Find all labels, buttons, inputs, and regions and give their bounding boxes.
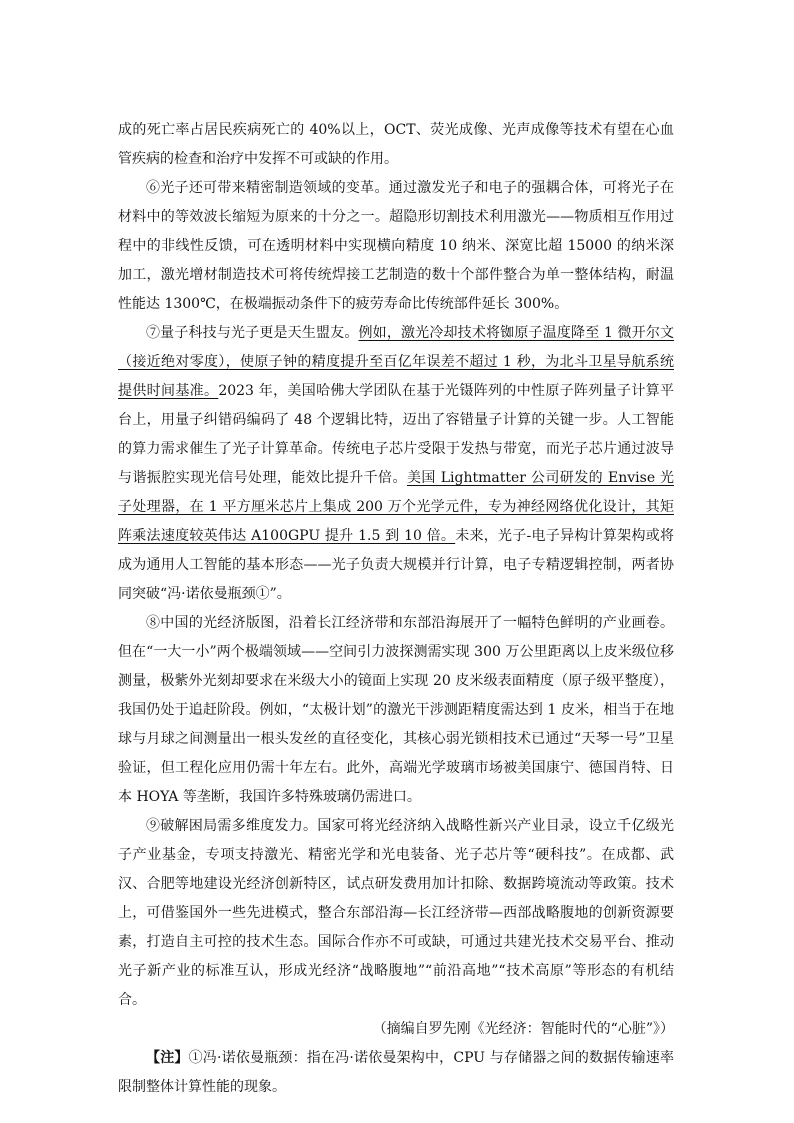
footnote-tag: 【注】: [146, 1050, 189, 1066]
paragraph-9: ⑨破解困局需多维度发力。国家可将光经济纳入战略性新兴产业目录，设立千亿级光子产业基金，专项支持激光、精密光学和光电装备、光子芯片等“硬科技”。在成都、武汉、合肥等地建设光经济创新特区，试点研发费用加计扣除、数据跨境流动等政策。技术上，可借鉴国外一些先进模式，整合东部沿海—长江经济带—西部战略腹地的创新资源要素，打造自主可控的技术生态。国际合作亦不可或缺，可通过共建光技术交易平台、推动光子新产业的标准互认，形成光经济“战略腹地”“前沿高地”“技术高原”等形态的有机结合。: [118, 818, 674, 1008]
paragraph-continued: 成的死亡率占居民疾病死亡的 40%以上，OCT、荧光成像、光声成像等技术有望在心血管疾病的检查和治疗中发挥不可或缺的作用。: [118, 122, 674, 167]
paragraph-7: [118, 319, 674, 609]
paragraph-7-underlined-a: 例如，激光冷却技术将铷原子温度降至 1 微开尔文（接近绝对零度），使原子钟的精度提升至百亿年误差不超过 1 秒，为北斗卫星导航系统提供时间基准。: [118, 325, 675, 399]
article-body: [118, 116, 674, 1102]
footnote-text: ①冯·诺依曼瓶颈：指在冯·诺依曼架构中，CPU 与存储器之间的数据传输速率限制整体计算性能的现象。: [118, 1050, 675, 1095]
paragraph-7-text-c: 未来，光子-电子异构计算架构或将成为通用人工智能的基本形态——光子负责大规模并行计算，电子专精逻辑控制，两者协同突破“冯·诺依曼瓶颈①”。: [118, 528, 674, 602]
paragraph-6: ⑥光子还可带来精密制造领域的变革。通过激发光子和电子的强耦合体，可将光子在材料中的等效波长缩短为原来的十分之一。超隐形切割技术利用激光——物质相互作用过程中的非线性反馈，可在透明材料中实现横向精度 10 纳米、深宽比超 15000 的纳米深加工，激光增材制造技术可将传统焊接工艺制造的数十个部件整合为单一整体结构，耐温性能达 1300℃，在极端振动条件下的疲劳寿命比传统部件延长 300%。: [118, 180, 674, 312]
paragraph-7-underlined-b: 美国 Lightmatter 公司研发的 Envise 光子处理器，在 1 平方厘米芯片上集成 200 万个光学元件，专为神经网络优化设计，其矩阵乘法速度较英伟达 A100GPU 提升 1.5 到 10 倍。: [118, 470, 675, 544]
paragraph-7-text-b: 2023 年，美国哈佛大学团队在基于光镊阵列的中性原子阵列量子计算平台上，用量子纠错码编码了 48 个逻辑比特，迈出了容错量子计算的关键一步。人工智能的算力需求催生了光子计算革命。传统电子芯片受限于发热与带宽，而光子芯片通过波导与谐振腔实现光信号处理，能效比提升千倍。: [118, 383, 675, 486]
paragraph-8: ⑧中国的光经济版图，沿着长江经济带和东部沿海展开了一幅特色鲜明的产业画卷。但在“一大一小”两个极端领域——空间引力波探测需实现 300 万公里距离以上皮米级位移测量，极紫外光刻却要求在米级大小的镜面上实现 20 皮米级表面精度（原子级平整度），我国仍处于追赶阶段。例如，“太极计划”的激光干涉测距精度需达到 1 皮米，相当于在地球与月球之间测量出一根头发丝的直径变化，其核心弱光锁相技术已通过“天琴一号”卫星验证，但工程化应用仍需十年左右。此外，高端光学玻璃市场被美国康宁、德国肖特、日本 HOYA 等垄断，我国许多特殊玻璃仍需进口。: [118, 615, 674, 805]
paragraph-7-text-a: ⑦量子科技与光子更是天生盟友。: [146, 325, 359, 341]
footnote: [118, 1044, 674, 1102]
source-citation: （摘编自罗先刚《光经济：智能时代的“心脏”》）: [372, 1021, 674, 1037]
